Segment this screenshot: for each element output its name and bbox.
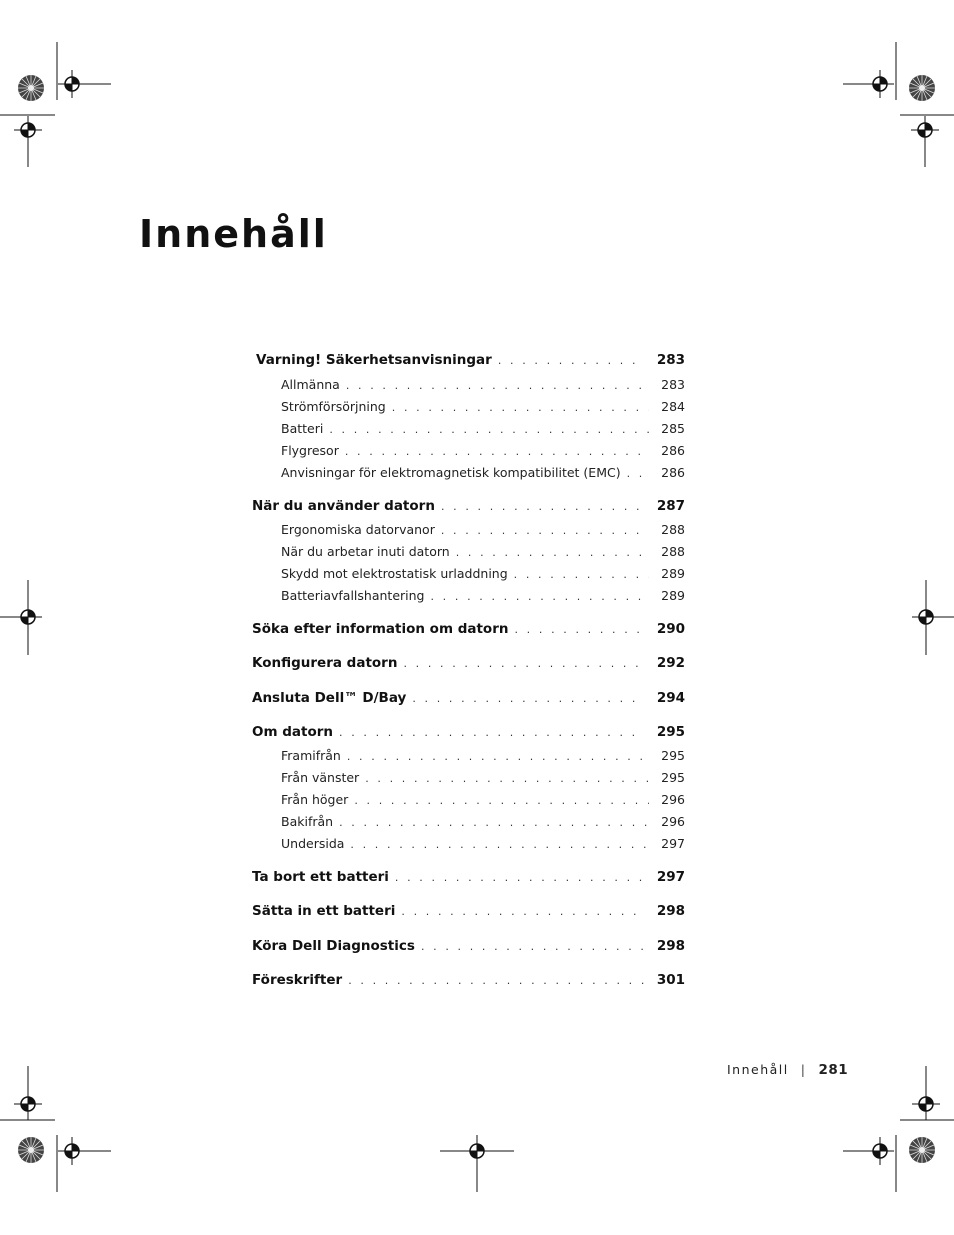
toc-entry-label: Batteri bbox=[281, 421, 324, 436]
page-footer bbox=[727, 1062, 848, 1078]
toc-dot-leader bbox=[346, 379, 649, 392]
toc-entry-page: 295 bbox=[656, 724, 685, 740]
toc-dot-leader bbox=[456, 546, 649, 559]
toc-entry-page: 284 bbox=[661, 399, 685, 414]
page-title: Innehåll bbox=[139, 212, 328, 256]
toc-entry-page: 292 bbox=[656, 655, 685, 671]
toc-entry-page: 295 bbox=[661, 748, 685, 763]
toc-entry-page: 296 bbox=[661, 792, 685, 807]
toc-entry-label: Strömförsörjning bbox=[281, 399, 386, 414]
toc-entry-page: 289 bbox=[661, 588, 685, 603]
toc-entry-page: 286 bbox=[661, 443, 685, 458]
toc-dot-leader bbox=[627, 467, 649, 480]
toc-subentry bbox=[252, 792, 685, 807]
toc-entry-label: Batteriavfallshantering bbox=[281, 588, 425, 603]
toc-subentry bbox=[252, 814, 685, 829]
toc-entry bbox=[252, 869, 685, 885]
toc-dot-leader bbox=[395, 871, 645, 884]
toc-subentry bbox=[252, 588, 685, 603]
toc-entry bbox=[256, 352, 685, 368]
toc-dot-leader bbox=[441, 524, 649, 537]
toc-dot-leader bbox=[348, 974, 645, 987]
toc-entry-page: 295 bbox=[661, 770, 685, 785]
toc-dot-leader bbox=[392, 401, 649, 414]
toc-entry bbox=[252, 903, 685, 919]
toc-dot-leader bbox=[365, 772, 649, 785]
toc-entry-label: Föreskrifter bbox=[252, 972, 343, 988]
toc-dot-leader bbox=[514, 623, 644, 636]
footer-separator: | bbox=[800, 1062, 807, 1077]
toc-entry-label: Framifrån bbox=[281, 748, 341, 763]
toc-dot-leader bbox=[339, 816, 649, 829]
toc-dot-leader bbox=[350, 838, 649, 851]
toc-dot-leader bbox=[401, 905, 644, 918]
toc-entry bbox=[252, 690, 685, 706]
toc-dot-leader bbox=[329, 423, 649, 436]
toc-entry-label: Sätta in ett batteri bbox=[252, 903, 396, 919]
toc-entry-label: Konfigurera datorn bbox=[252, 655, 398, 671]
toc-dot-leader bbox=[421, 940, 645, 953]
toc-dot-leader bbox=[412, 692, 644, 705]
toc-entry-page: 287 bbox=[656, 498, 685, 514]
toc-entry-page: 301 bbox=[656, 972, 685, 988]
toc-entry bbox=[252, 972, 685, 988]
toc-entry bbox=[252, 621, 685, 637]
toc-entry-label: Ansluta Dell™ D/Bay bbox=[252, 690, 407, 706]
toc-entry-page: 294 bbox=[656, 690, 685, 706]
toc-entry-label: Varning! Säkerhetsanvisningar bbox=[256, 352, 492, 368]
toc-subentry bbox=[252, 522, 685, 537]
footer-section-name: Innehåll bbox=[727, 1062, 789, 1077]
toc-entry-page: 296 bbox=[661, 814, 685, 829]
toc-dot-leader bbox=[403, 657, 644, 670]
toc-dot-leader bbox=[347, 750, 649, 763]
toc-subentry bbox=[252, 748, 685, 763]
toc-entry-label: Allmänna bbox=[281, 377, 340, 392]
toc-subentry bbox=[252, 544, 685, 559]
toc-entry-page: 288 bbox=[661, 522, 685, 537]
toc-entry-label: Om datorn bbox=[252, 724, 334, 740]
toc-dot-leader bbox=[339, 726, 645, 739]
toc-dot-leader bbox=[345, 445, 649, 458]
toc-entry bbox=[252, 498, 685, 514]
toc-entry-page: 283 bbox=[656, 352, 685, 368]
toc-entry-page: 297 bbox=[656, 869, 685, 885]
toc-entry-page: 298 bbox=[656, 938, 685, 954]
toc-entry-label: Bakifrån bbox=[281, 814, 334, 829]
toc-entry-label: När du använder datorn bbox=[252, 498, 435, 514]
toc-entry-page: 289 bbox=[661, 566, 685, 581]
toc-entry bbox=[252, 655, 685, 671]
toc-dot-leader bbox=[498, 354, 645, 367]
toc-entry bbox=[252, 724, 685, 740]
toc-subentry bbox=[252, 399, 685, 414]
footer-page-number: 281 bbox=[818, 1062, 849, 1078]
toc-entry-label: Söka efter information om datorn bbox=[252, 621, 509, 637]
toc-entry-label: Skydd mot elektrostatisk urladdning bbox=[281, 566, 508, 581]
toc-entry-label: Ergonomiska datorvanor bbox=[281, 522, 435, 537]
toc-entry-label: Köra Dell Diagnostics bbox=[252, 938, 415, 954]
toc-dot-leader bbox=[354, 794, 649, 807]
toc-subentry bbox=[252, 377, 685, 392]
toc-entry-page: 290 bbox=[656, 621, 685, 637]
toc-entry-label: Undersida bbox=[281, 836, 345, 851]
toc-entry-page: 285 bbox=[661, 421, 685, 436]
toc-entry-label: Flygresor bbox=[281, 443, 339, 458]
toc-entry-page: 288 bbox=[661, 544, 685, 559]
toc-entry-page: 283 bbox=[661, 377, 685, 392]
toc-entry-page: 298 bbox=[656, 903, 685, 919]
toc-entry-label: Från höger bbox=[281, 792, 349, 807]
toc-entry-label: När du arbetar inuti datorn bbox=[281, 544, 450, 559]
toc-subentry bbox=[252, 465, 685, 480]
toc-entry-page: 286 bbox=[661, 465, 685, 480]
toc-entry-page: 297 bbox=[661, 836, 685, 851]
toc-subentry bbox=[252, 421, 685, 436]
toc-entry-label: Från vänster bbox=[281, 770, 360, 785]
toc-entry bbox=[252, 938, 685, 954]
toc-entry-label: Anvisningar för elektromagnetisk kompatibilitet (EMC) bbox=[281, 465, 621, 480]
toc-dot-leader bbox=[430, 590, 649, 603]
toc-subentry bbox=[252, 566, 685, 581]
toc-dot-leader bbox=[441, 500, 645, 513]
toc-subentry bbox=[252, 836, 685, 851]
toc-entry-label: Ta bort ett batteri bbox=[252, 869, 389, 885]
toc-subentry bbox=[252, 770, 685, 785]
toc-dot-leader bbox=[514, 568, 649, 581]
toc-subentry bbox=[252, 443, 685, 458]
